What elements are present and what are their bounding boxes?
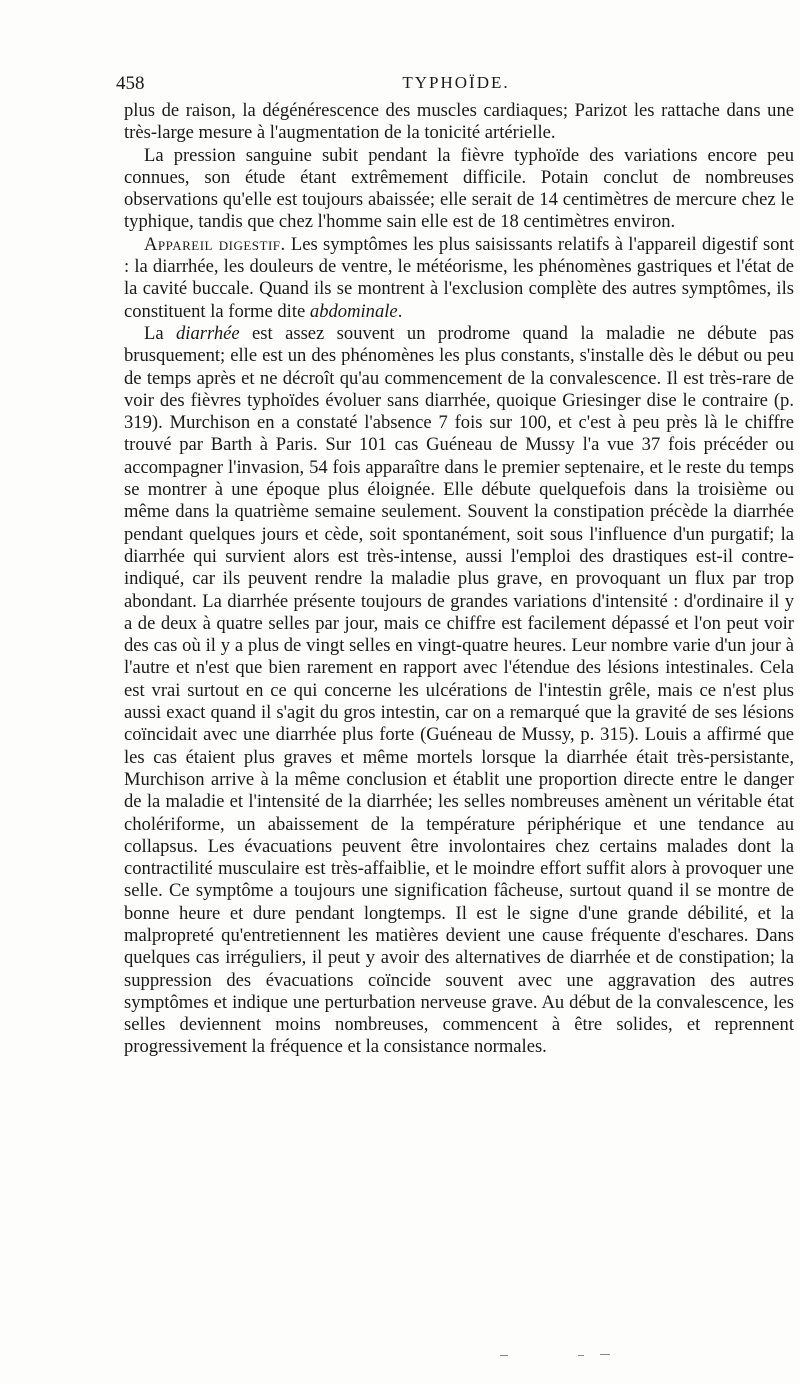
paragraph-2: [124, 145, 794, 234]
paragraph-3-text-b: .: [397, 300, 403, 322]
paragraph-4-text: est assez souvent un prodrome quand la maladie ne débute pas brusquement; elle est un des phénomènes les plus constants, s'installe dès le début ou peu de temps après et ne décroît qu'au commencement de la convalescence. Il est très-rare de voir des fièvres typhoïdes évoluer sans diarrhée, quoique Griesinger dise le contraire (p. 319). Murchison en a constaté l'absence 7 fois sur 100, et c'est à peu près là le chiffre trouvé par Barth à Paris. Sur 101 cas Guéneau de Mussy l'a vue 37 fois précéder ou accompagner l'invasion, 54 fois apparaître dans le premier septenaire, et le reste du temps se montrer à une époque plus éloignée. Elle débute quelquefois dans la troisième ou même dans la quatrième semaine seulement. Souvent la constipation précède la diarrhée pendant quelques jours et cède, soit spontanément, soit sous l'influence d'un purgatif; la diarrhée qui survient alors est très-intense, aussi l'emploi des drastiques est-il contre-indiqué, car ils peuvent rendre la maladie plus grave, en provoquant un flux par trop abondant. La diarrhée présente toujours de grandes variations d'intensité : d'ordinaire il y a de deux à quatre selles par jour, mais ce chiffre est facilement dépassé et l'on peut voir des cas où il y a plus de vingt selles en vingt-quatre heures. Leur nombre varie d'un jour à l'autre et n'est que bien rarement en rapport avec l'étendue des lésions intestinales. Cela est vrai surtout en ce qui concerne les ulcérations de l'intestin grêle, mais ce n'est plus aussi exact quand il s'agit du gros intestin, car on a remarqué que la gravité de ses lésions coïncidait avec une diarrhée plus forte (Guéneau de Mussy, p. 315). Louis a affirmé que les cas étaient plus graves et même mortels lorsque la diarrhée était très-persistante, Murchison arrive à la même conclusion et établit une proportion directe entre le danger de la maladie et l'intensité de la diarrhée; les selles nombreuses amènent un véritable état cholériforme, un abaissement de la température périphérique et une tendance au collapsus. Les évacuations peuvent être involontaires chez certains malades dont la contractilité musculaire est très-affaiblie, et le moindre effort suffit alors à provoquer une selle. Ce symptôme a toujours une signification fâcheuse, surtout quand il se montre de bonne heure et dure pendant longtemps. Il est le signe d'une grande débilité, et la malpropreté qu'entretiennent les matières devient une cause fréquente d'eschares. Dans quelques cas irréguliers, il peut y avoir des alternatives de diarrhée et de constipation; la suppression des évacuations coïncide souvent avec une aggravation des autres symptômes et indique une perturbation nerveuse grave. Au début de la convalescence, les selles deviennent moins nombreuses, commencent à être solides, et reprennent progressivement la fréquence et la consistance normales.: [124, 322, 794, 1058]
scan-mark: [578, 1355, 584, 1356]
scan-mark: [600, 1354, 610, 1355]
section-heading-appareil-digestif: Appareil digestif.: [144, 233, 286, 255]
page-number: 458: [116, 73, 145, 94]
paragraph-3-italic: abdominale: [309, 300, 398, 322]
scan-mark: [500, 1355, 508, 1356]
paragraph-3-text-a: Les symptômes les plus saisissants relatifs à l'appareil digestif sont : la diarrhée, les douleurs de ventre, le météorisme, les phénomènes gastriques et l'état de la cavité buccale. Quand ils se montrent à l'exclusion complète des autres symptômes, ils constituent la forme dite: [124, 233, 794, 322]
paragraph-2-text: La pression sanguine subit pendant la fièvre typhoïde des variations encore peu connues, son étude étant extrêmement difficile. Potain conclut de nombreuses observations qu'elle est toujours abaissée; elle serait de 14 centimètres de mercure chez le typhique, tandis que chez l'homme sain elle est de 18 centimètres environ.: [124, 144, 794, 233]
running-head: TYPHOÏDE.: [402, 73, 510, 92]
page-header: [116, 73, 796, 97]
paragraph-3: [124, 234, 794, 323]
paragraph-4-italic: diarrhée: [175, 322, 240, 344]
body-text: [124, 100, 794, 1059]
paragraph-1: [124, 100, 794, 145]
paragraph-4: [124, 323, 794, 1059]
paragraph-1-text: plus de raison, la dégénérescence des muscles cardiaques; Parizot les rattache dans une très-large mesure à l'augmentation de la tonicité artérielle.: [124, 100, 794, 144]
paragraph-4-lead: La: [144, 322, 176, 344]
